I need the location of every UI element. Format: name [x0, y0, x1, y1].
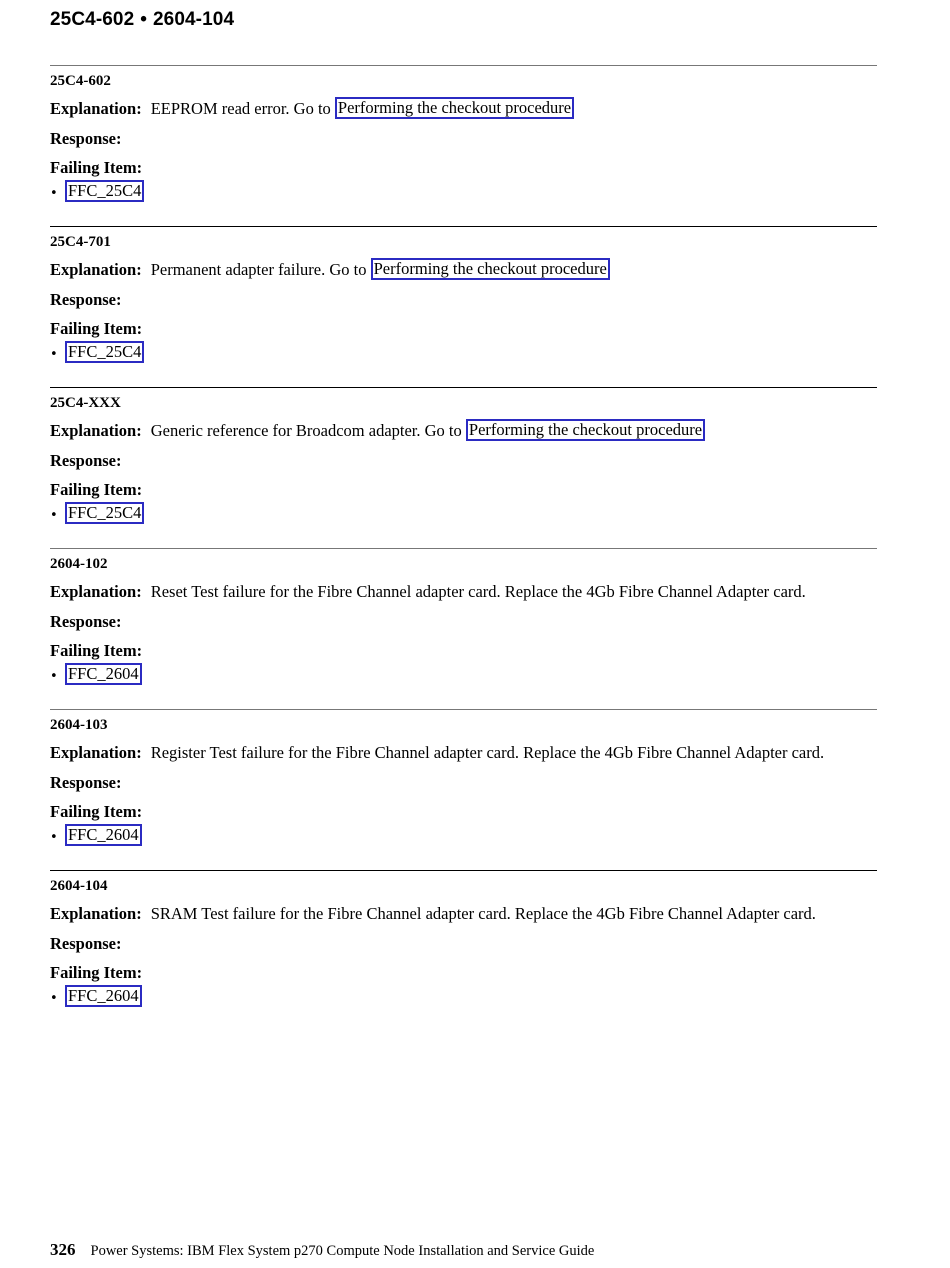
response-row: [50, 128, 122, 150]
failing-item-link[interactable]: FFC_2604: [65, 663, 142, 685]
failing-item-row: [50, 801, 142, 823]
failing-item-label: Failing Item:: [50, 802, 143, 821]
failing-item-label: Failing Item:: [50, 480, 143, 499]
failing-item-row: [50, 318, 142, 340]
bullet-icon: •: [50, 186, 58, 201]
explanation-label: Explanation:: [50, 99, 142, 118]
checkout-procedure-link[interactable]: Performing the checkout procedure: [371, 258, 610, 280]
response-label: Response:: [50, 290, 122, 309]
response-row: [50, 611, 122, 633]
failing-item-link[interactable]: FFC_25C4: [65, 502, 144, 524]
failing-item-list-item: [50, 503, 144, 527]
error-entry-2604-103: [50, 709, 877, 870]
response-label: Response:: [50, 934, 122, 953]
explanation-row: [50, 98, 574, 120]
failing-item-link[interactable]: FFC_2604: [65, 985, 142, 1007]
response-row: [50, 450, 122, 472]
failing-item-list-item: [50, 664, 142, 688]
error-entry-25c4-xxx: [50, 387, 877, 548]
failing-item-label: Failing Item:: [50, 158, 143, 177]
explanation-text: SRAM Test failure for the Fibre Channel adapter card. Replace the 4Gb Fibre Channel Adapter card.: [150, 904, 816, 923]
failing-item-label: Failing Item:: [50, 319, 143, 338]
response-label: Response:: [50, 451, 122, 470]
error-code-list: [50, 65, 877, 1031]
response-row: [50, 289, 122, 311]
failing-item-list-item: [50, 825, 142, 849]
failing-item-link[interactable]: FFC_25C4: [65, 341, 144, 363]
checkout-procedure-link[interactable]: Performing the checkout procedure: [335, 97, 574, 119]
explanation-text: Generic reference for Broadcom adapter. Go to: [150, 421, 466, 440]
failing-item-label: Failing Item:: [50, 963, 143, 982]
failing-item-link[interactable]: FFC_2604: [65, 824, 142, 846]
failing-item-list-item: [50, 342, 144, 366]
bullet-icon: •: [50, 830, 58, 845]
explanation-row: [50, 742, 824, 764]
error-code: 25C4-602: [50, 73, 111, 89]
explanation-text: Register Test failure for the Fibre Channel adapter card. Replace the 4Gb Fibre Channel Adapter card.: [150, 743, 825, 762]
explanation-label: Explanation:: [50, 904, 142, 923]
running-header: [50, 7, 234, 33]
error-code: 25C4-XXX: [50, 395, 121, 411]
explanation-label: Explanation:: [50, 582, 142, 601]
response-label: Response:: [50, 773, 122, 792]
explanation-text: Permanent adapter failure. Go to: [150, 260, 371, 279]
explanation-row: [50, 581, 806, 603]
failing-item-row: [50, 479, 142, 501]
failing-item-row: [50, 962, 142, 984]
error-code: 2604-102: [50, 556, 108, 572]
error-entry-25c4-701: [50, 226, 877, 387]
explanation-row: [50, 420, 705, 442]
response-label: Response:: [50, 612, 122, 631]
failing-item-list-item: [50, 986, 142, 1010]
page-number: 326: [50, 1240, 76, 1259]
explanation-text: EEPROM read error. Go to: [150, 99, 335, 118]
explanation-label: Explanation:: [50, 421, 142, 440]
failing-item-link[interactable]: FFC_25C4: [65, 180, 144, 202]
explanation-row: [50, 259, 610, 281]
explanation-label: Explanation:: [50, 260, 142, 279]
header-first-code: 25C4-602: [50, 9, 135, 30]
bullet-icon: •: [50, 669, 58, 684]
error-code: 2604-104: [50, 878, 108, 894]
bullet-icon: •: [50, 347, 58, 362]
failing-item-label: Failing Item:: [50, 641, 143, 660]
error-entry-2604-102: [50, 548, 877, 709]
failing-item-list-item: [50, 181, 144, 205]
failing-item-row: [50, 640, 142, 662]
explanation-row: [50, 903, 816, 925]
bullet-icon: •: [50, 991, 58, 1006]
explanation-text: Reset Test failure for the Fibre Channel adapter card. Replace the 4Gb Fibre Channel Adapter card.: [150, 582, 806, 601]
explanation-label: Explanation:: [50, 743, 142, 762]
bullet-icon: •: [50, 508, 58, 523]
error-entry-2604-104: [50, 870, 877, 1031]
response-label: Response:: [50, 129, 122, 148]
error-entry-25c4-602: [50, 65, 877, 226]
response-row: [50, 772, 122, 794]
header-last-code: 2604-104: [153, 9, 235, 30]
response-row: [50, 933, 122, 955]
header-separator: •: [140, 9, 148, 30]
page-footer: [50, 1239, 594, 1262]
error-code: 2604-103: [50, 717, 108, 733]
failing-item-row: [50, 157, 142, 179]
error-code: 25C4-701: [50, 234, 111, 250]
checkout-procedure-link[interactable]: Performing the checkout procedure: [466, 419, 705, 441]
book-title: Power Systems: IBM Flex System p270 Compute Node Installation and Service Guide: [90, 1243, 595, 1259]
